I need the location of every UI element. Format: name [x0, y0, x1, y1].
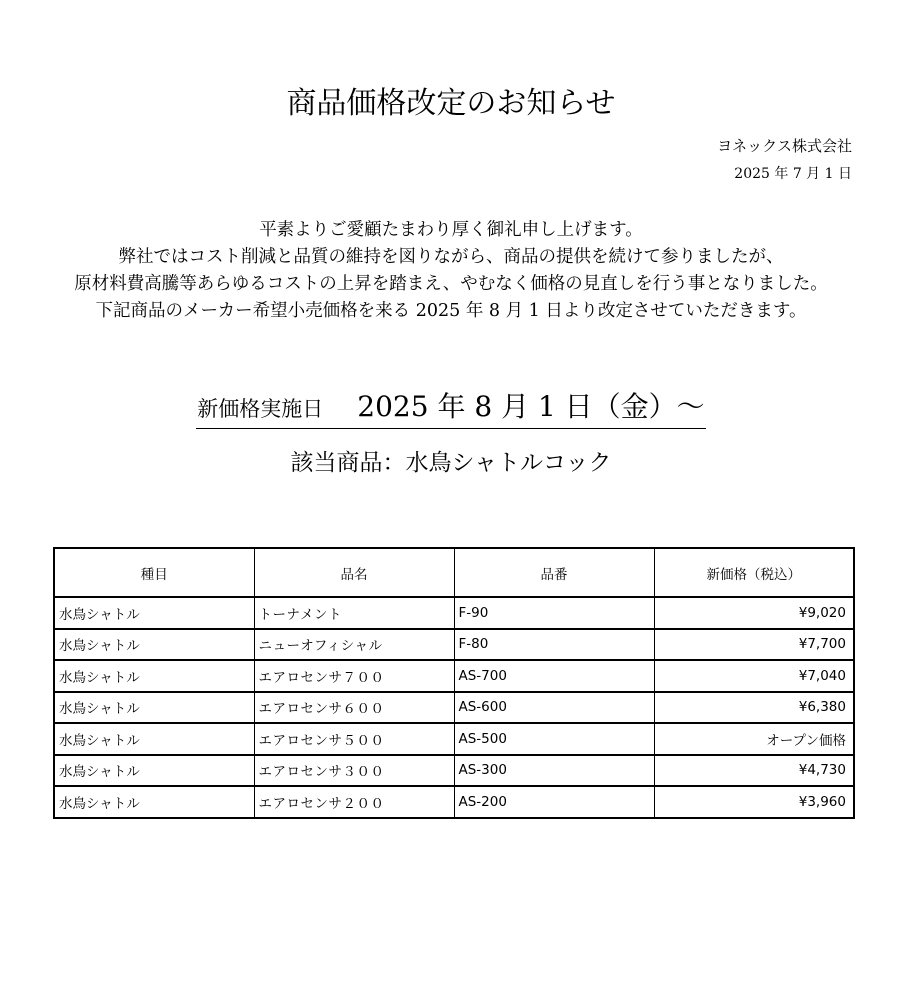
cell-product-code: F-90: [454, 597, 654, 629]
cell-product-code: AS-500: [454, 723, 654, 755]
price-table: [53, 547, 855, 819]
cell-category: 水鳥シャトル: [54, 629, 254, 661]
cell-product-name: エアロセンサ２００: [254, 786, 454, 818]
company-name: ヨネックス株式会社: [717, 137, 852, 155]
cell-category: 水鳥シャトル: [54, 723, 254, 755]
table-row: [54, 692, 854, 724]
table-row: [54, 786, 854, 818]
cell-product-name: エアロセンサ６００: [254, 692, 454, 724]
target-product: 該当商品：水鳥シャトルコック: [290, 450, 612, 476]
body-line: 弊社ではコスト削減と品質の維持を図りながら、商品の提供を続けて参りましたが、: [118, 247, 784, 267]
cell-category: 水鳥シャトル: [54, 755, 254, 787]
header-product-code: 品番: [454, 548, 654, 597]
cell-new-price: オープン価格: [654, 723, 854, 755]
cell-new-price: ¥6,380: [654, 692, 854, 724]
notice-body: [0, 217, 902, 325]
effective-date-line: [0, 390, 902, 429]
table-row: [54, 597, 854, 629]
cell-category: 水鳥シャトル: [54, 660, 254, 692]
effective-date-label: 新価格実施日: [197, 397, 324, 421]
effective-date-underlined: [196, 390, 705, 429]
cell-product-code: F-80: [454, 629, 654, 661]
cell-category: 水鳥シャトル: [54, 692, 254, 724]
cell-category: 水鳥シャトル: [54, 597, 254, 629]
header-product-name: 品名: [254, 548, 454, 597]
body-line: 下記商品のメーカー希望小売価格を来る 2025 年 8 月 1 日より改定させていただきます。: [95, 301, 807, 321]
table-header-row: [54, 548, 854, 597]
cell-new-price: ¥7,040: [654, 660, 854, 692]
table-row: [54, 723, 854, 755]
cell-product-code: AS-200: [454, 786, 654, 818]
effective-date-value: 2025 年 8 月 1 日（金）～: [357, 390, 705, 423]
cell-new-price: ¥9,020: [654, 597, 854, 629]
cell-product-code: AS-600: [454, 692, 654, 724]
header-new-price: 新価格（税込）: [654, 548, 854, 597]
cell-product-name: ニューオフィシャル: [254, 629, 454, 661]
cell-product-name: エアロセンサ５００: [254, 723, 454, 755]
document-title: 商品価格改定のお知らせ: [286, 86, 616, 121]
table-row: [54, 755, 854, 787]
cell-product-name: エアロセンサ３００: [254, 755, 454, 787]
table-row: [54, 660, 854, 692]
issue-date: 2025 年 7 月 1 日: [734, 166, 852, 182]
table-row: [54, 629, 854, 661]
cell-new-price: ¥3,960: [654, 786, 854, 818]
cell-product-code: AS-700: [454, 660, 654, 692]
header-category: 種目: [54, 548, 254, 597]
cell-product-name: トーナメント: [254, 597, 454, 629]
body-line: 原材料費高騰等あらゆるコストの上昇を踏まえ、やむなく価格の見直しを行う事となりました。: [74, 274, 828, 294]
cell-category: 水鳥シャトル: [54, 786, 254, 818]
body-line: 平素よりご愛顧たまわり厚く御礼申し上げます。: [259, 220, 643, 240]
cell-new-price: ¥4,730: [654, 755, 854, 787]
cell-product-name: エアロセンサ７００: [254, 660, 454, 692]
cell-product-code: AS-300: [454, 755, 654, 787]
cell-new-price: ¥7,700: [654, 629, 854, 661]
